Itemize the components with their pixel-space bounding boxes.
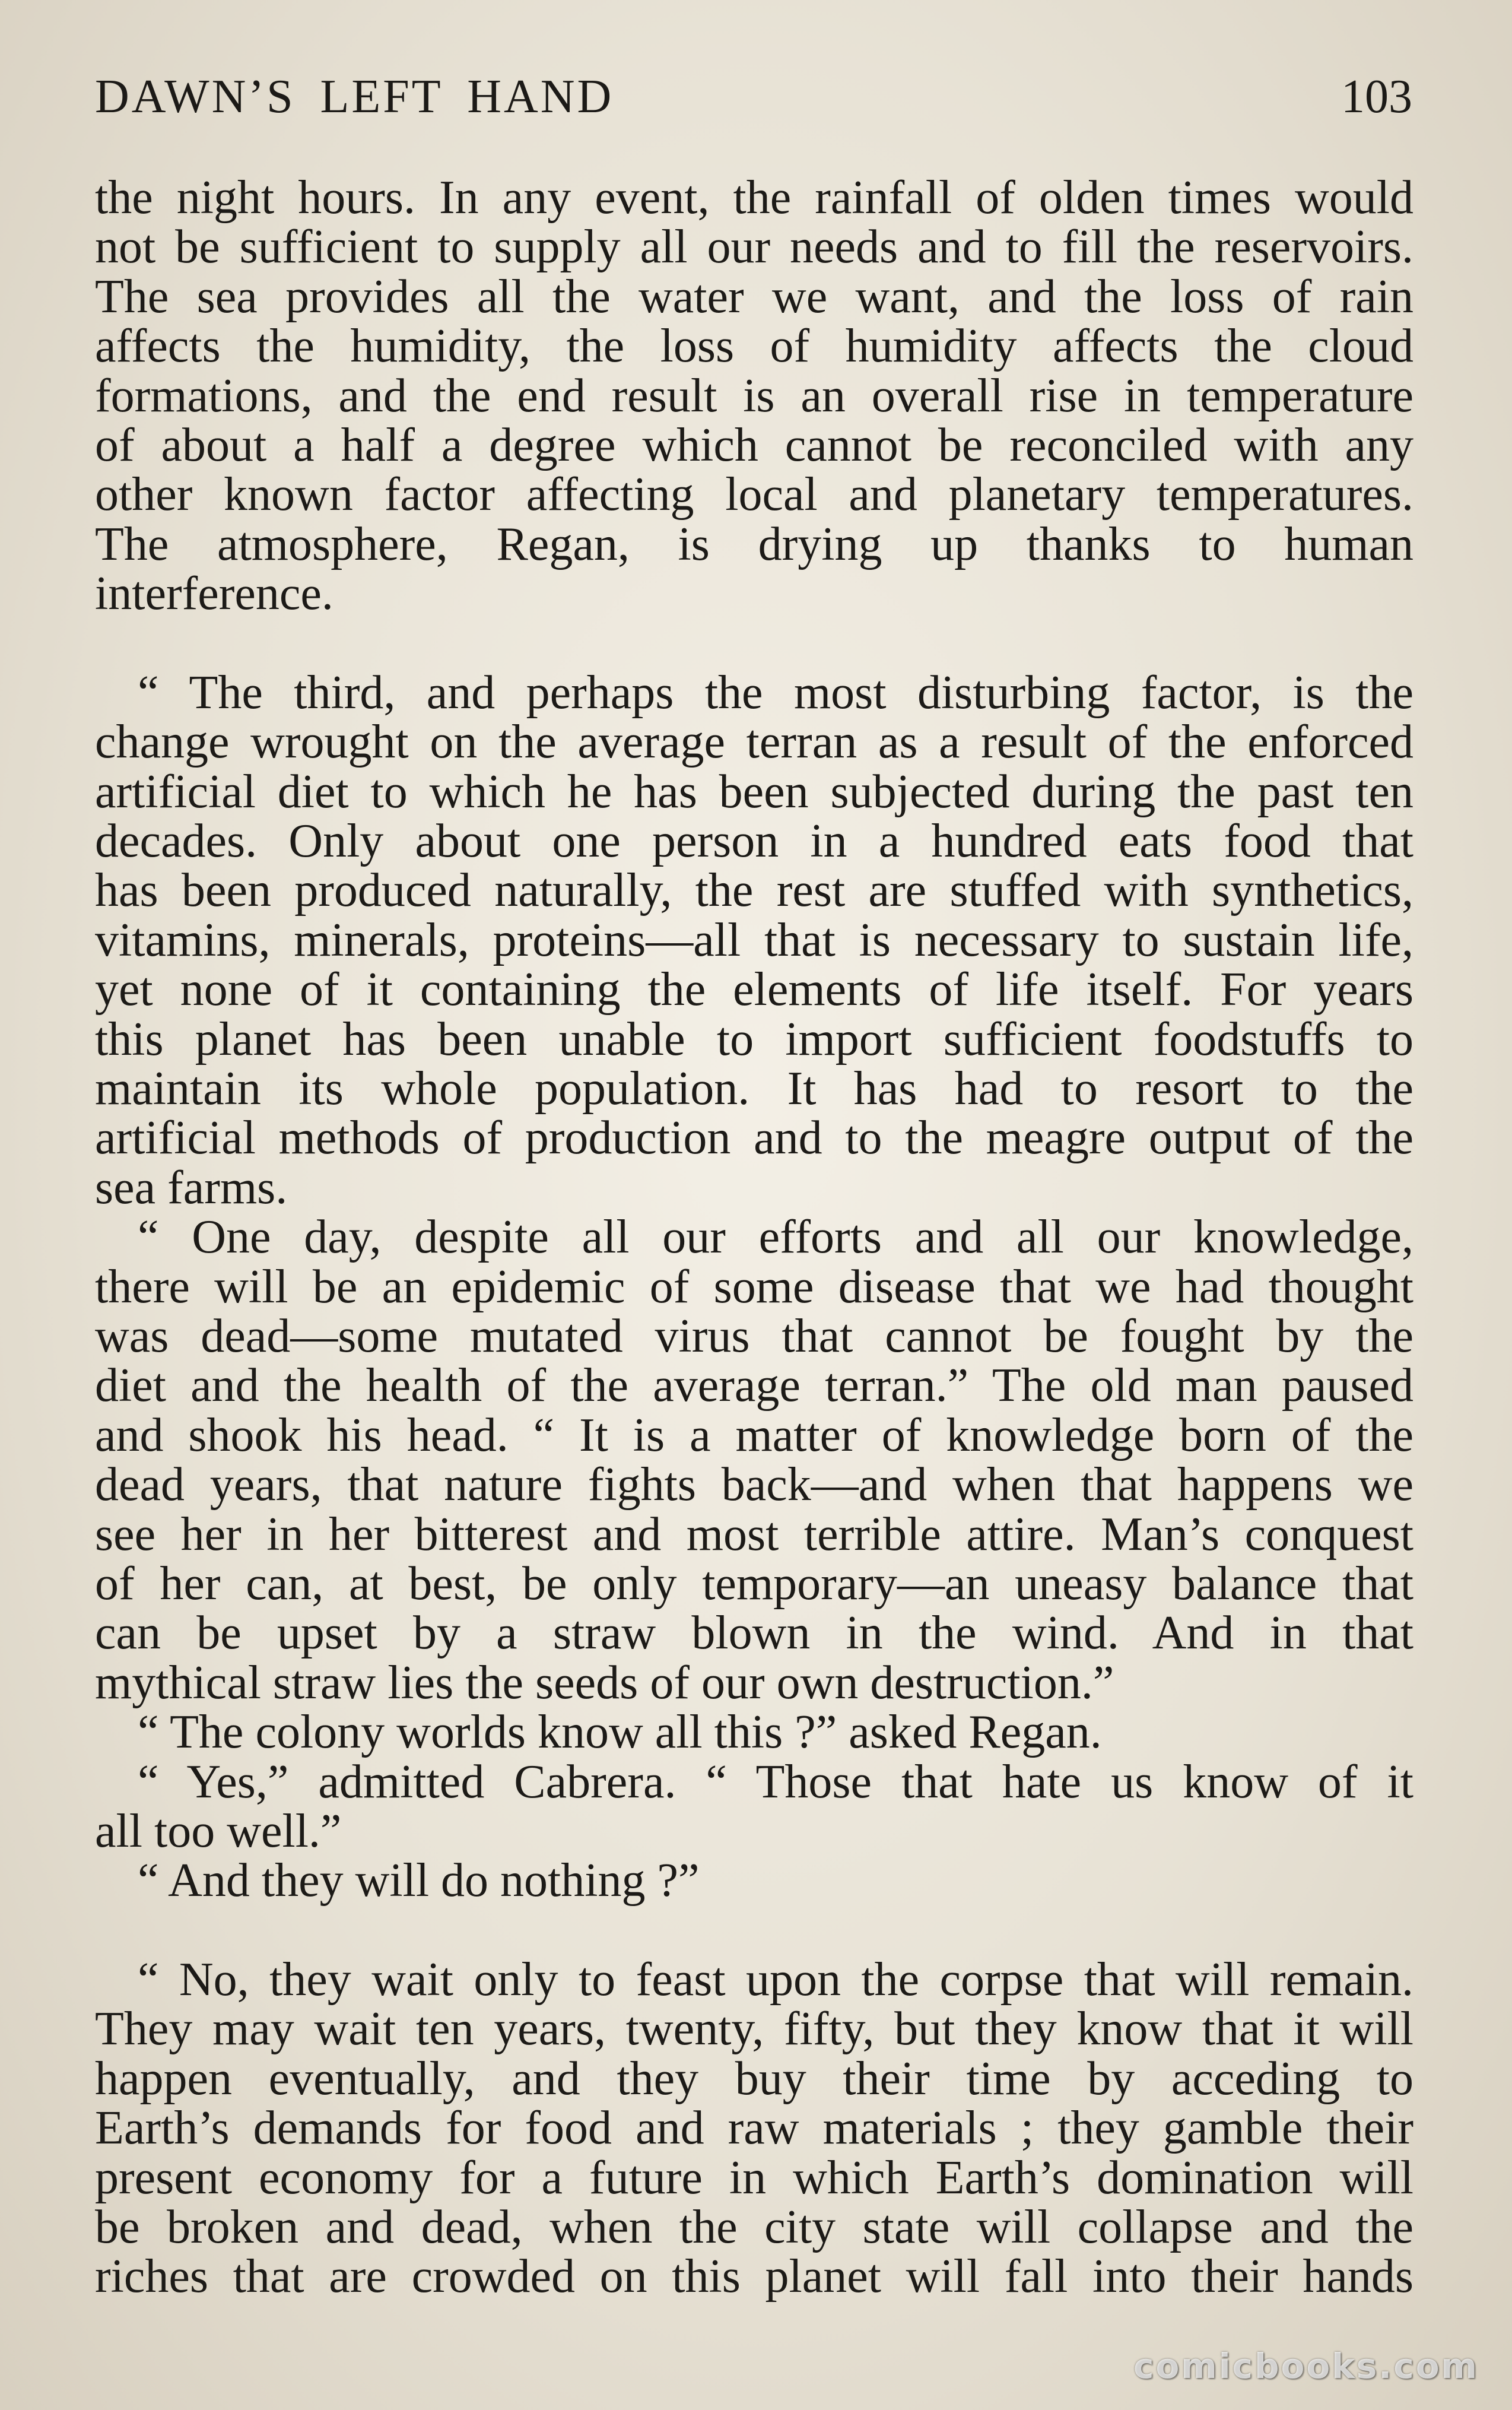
- text-line: can be upset by a straw blown in the wind. And in that: [95, 1607, 1413, 1660]
- text-line: Earth’s demands for food and raw materials ; they gamble their: [95, 2102, 1413, 2155]
- text-line: and shook his head. “ It is a matter of knowledge born of the: [95, 1409, 1413, 1461]
- text-line: this planet has been unable to import sufficient foodstuffs to: [95, 1013, 1413, 1066]
- text-line: “ The colony worlds know all this ?” asked Regan.: [138, 1706, 1102, 1759]
- text-line: present economy for a future in which Earth’s domination will: [95, 2151, 1413, 2204]
- text-line: the night hours. In any event, the rainfall of olden times would: [95, 172, 1413, 224]
- text-line: “ One day, despite all our efforts and all our knowledge,: [138, 1211, 1413, 1264]
- text-line: vitamins, minerals, proteins—all that is necessary to sustain life,: [95, 914, 1413, 966]
- text-line: was dead—some mutated virus that cannot be fought by the: [95, 1309, 1413, 1362]
- text-line: “ Yes,” admitted Cabrera. “ Those that hate us know of it: [138, 1755, 1413, 1808]
- text-line: of about a half a degree which cannot be reconciled with any: [95, 418, 1413, 471]
- text-line: see her in her bitterest and most terrible attire. Man’s conquest: [95, 1508, 1413, 1561]
- text-line: other known factor affecting local and planetary temperatures.: [95, 468, 1413, 521]
- text-line: happen eventually, and they buy their time by acceding to: [95, 2052, 1413, 2105]
- text-line: mythical straw lies the seeds of our own destruction.”: [95, 1656, 1114, 1709]
- text-line: artificial diet to which he has been subjected during the past ten: [95, 765, 1413, 818]
- text-line: be broken and dead, when the city state will collapse and the: [95, 2201, 1413, 2254]
- text-line: dead years, that nature fights back—and when that happens we: [95, 1458, 1413, 1511]
- text-line: has been produced naturally, the rest are stuffed with synthetics,: [95, 864, 1413, 917]
- body-text: [95, 173, 1413, 2302]
- text-line: maintain its whole population. It has had to resort to the: [95, 1063, 1413, 1115]
- text-line: not be sufficient to supply all our needs and to fill the reservoirs.: [95, 221, 1413, 274]
- text-line: change wrought on the average terran as a result of the enforced: [95, 716, 1413, 769]
- text-line: artificial methods of production and to the meagre output of the: [95, 1112, 1413, 1165]
- text-line: “ And they will do nothing ?”: [138, 1854, 700, 1907]
- watermark: comicbooks.com: [1133, 2346, 1479, 2386]
- text-line: They may wait ten years, twenty, fifty, but they know that it will: [95, 2003, 1413, 2056]
- text-line: riches that are crowded on this planet will fall into their hands: [95, 2250, 1413, 2303]
- running-title: DAWN’S LEFT HAND: [95, 71, 614, 123]
- paragraph-gap: [95, 619, 1413, 668]
- paragraph-gap: [95, 1906, 1413, 1955]
- text-line: affects the humidity, the loss of humidity affects the cloud: [95, 320, 1413, 373]
- text-line: “ The third, and perhaps the most disturbing factor, is the: [138, 666, 1413, 719]
- text-line: there will be an epidemic of some disease that we had thought: [95, 1260, 1413, 1313]
- text-line: of her can, at best, be only temporary—an uneasy balance that: [95, 1557, 1413, 1610]
- text-line: interference.: [95, 567, 333, 620]
- text-line: yet none of it containing the elements of life itself. For years: [95, 963, 1413, 1016]
- text-line: “ No, they wait only to feast upon the corpse that will remain.: [138, 1954, 1413, 2006]
- text-line: The atmosphere, Regan, is drying up thanks to human: [95, 518, 1413, 570]
- text-line: diet and the health of the average terran.” The old man paused: [95, 1359, 1413, 1412]
- text-line: sea farms.: [95, 1161, 288, 1214]
- running-head: [95, 70, 1412, 129]
- page-number: 103: [1341, 71, 1412, 123]
- text-line: formations, and the end result is an overall rise in temperature: [95, 369, 1413, 422]
- text-line: all too well.”: [95, 1805, 342, 1857]
- text-line: decades. Only about one person in a hundred eats food that: [95, 815, 1413, 868]
- text-line: The sea provides all the water we want, and the loss of rain: [95, 270, 1413, 323]
